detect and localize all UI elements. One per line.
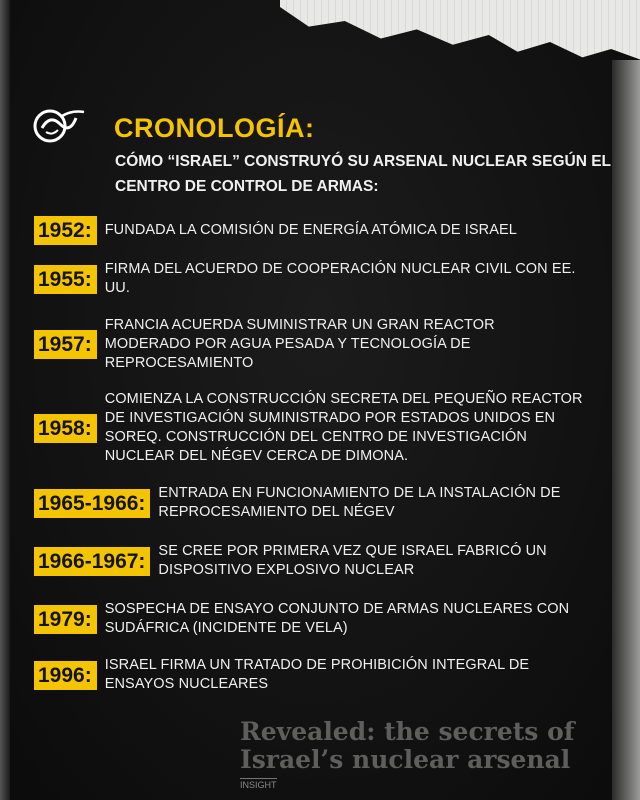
timeline-event xyxy=(34,484,598,522)
timeline-event xyxy=(34,600,600,638)
timeline-event xyxy=(34,542,588,580)
event-year: 1955: xyxy=(34,265,97,294)
event-description: SOSPECHA DE ENSAYO CONJUNTO DE ARMAS NUCLEARES CON SUDÁFRICA (INCIDENTE DE VELA) xyxy=(104,601,570,636)
event-description: FUNDADA LA COMISIÓN DE ENERGÍA ATÓMICA DE ISRAEL xyxy=(104,222,517,238)
event-description: FIRMA DEL ACUERDO DE COOPERACIÓN NUCLEAR CIVIL CON EE. UU. xyxy=(104,261,576,296)
event-description: FRANCIA ACUERDA SUMINISTRAR UN GRAN REACTOR MODERADO POR AGUA PESADA Y TECNOLOGÍA DE REPROCESAMIENTO xyxy=(104,317,495,371)
left-edge xyxy=(0,0,10,800)
event-year: 1957: xyxy=(34,330,97,359)
timeline-event xyxy=(34,216,585,245)
page-title: CRONOLOGÍA: xyxy=(114,113,315,143)
event-description: ENTRADA EN FUNCIONAMIENTO DE LA INSTALACIÓN DE REPROCESAMIENTO DEL NÉGEV xyxy=(158,485,561,520)
event-year: 1996: xyxy=(34,661,97,690)
timeline-event xyxy=(34,656,600,694)
event-description: ISRAEL FIRMA UN TRATADO DE PROHIBICIÓN INTEGRAL DE ENSAYOS NUCLEARES xyxy=(104,657,530,692)
headline-line-1: Revealed: the secrets of xyxy=(240,717,575,746)
al-mayadeen-logo-icon xyxy=(32,106,88,146)
newspaper-headline xyxy=(240,718,640,774)
event-year: 1966-1967: xyxy=(34,547,150,576)
event-year: 1952: xyxy=(34,216,97,245)
event-year: 1958: xyxy=(34,414,97,443)
page-subtitle: CÓMO “ISRAEL” CONSTRUYÓ SU ARSENAL NUCLEAR SEGÚN EL CENTRO DE CONTROL DE ARMAS: xyxy=(115,153,611,195)
newspaper-masthead: INSIGHT xyxy=(240,780,277,790)
timeline-event xyxy=(34,316,575,373)
timeline-event xyxy=(34,390,585,466)
timeline-event xyxy=(34,260,600,298)
right-edge xyxy=(612,60,640,800)
event-description: SE CREE POR PRIMERA VEZ QUE ISRAEL FABRICÓ UN DISPOSITIVO EXPLOSIVO NUCLEAR xyxy=(158,543,547,578)
event-description: COMIENZA LA CONSTRUCCIÓN SECRETA DEL PEQUEÑO REACTOR DE INVESTIGACIÓN SUMINISTRADO POR ESTADOS UNIDOS EN SOREQ. CONSTRUCCIÓN DEL CENTRO DE INVESTIGACIÓN NUCLEAR DEL NÉGEV CERCA DE DIMONA. xyxy=(104,391,583,464)
event-year: 1965-1966: xyxy=(34,489,150,518)
headline-line-2: Israel’s nuclear arsenal xyxy=(240,745,571,774)
event-year: 1979: xyxy=(34,605,97,634)
